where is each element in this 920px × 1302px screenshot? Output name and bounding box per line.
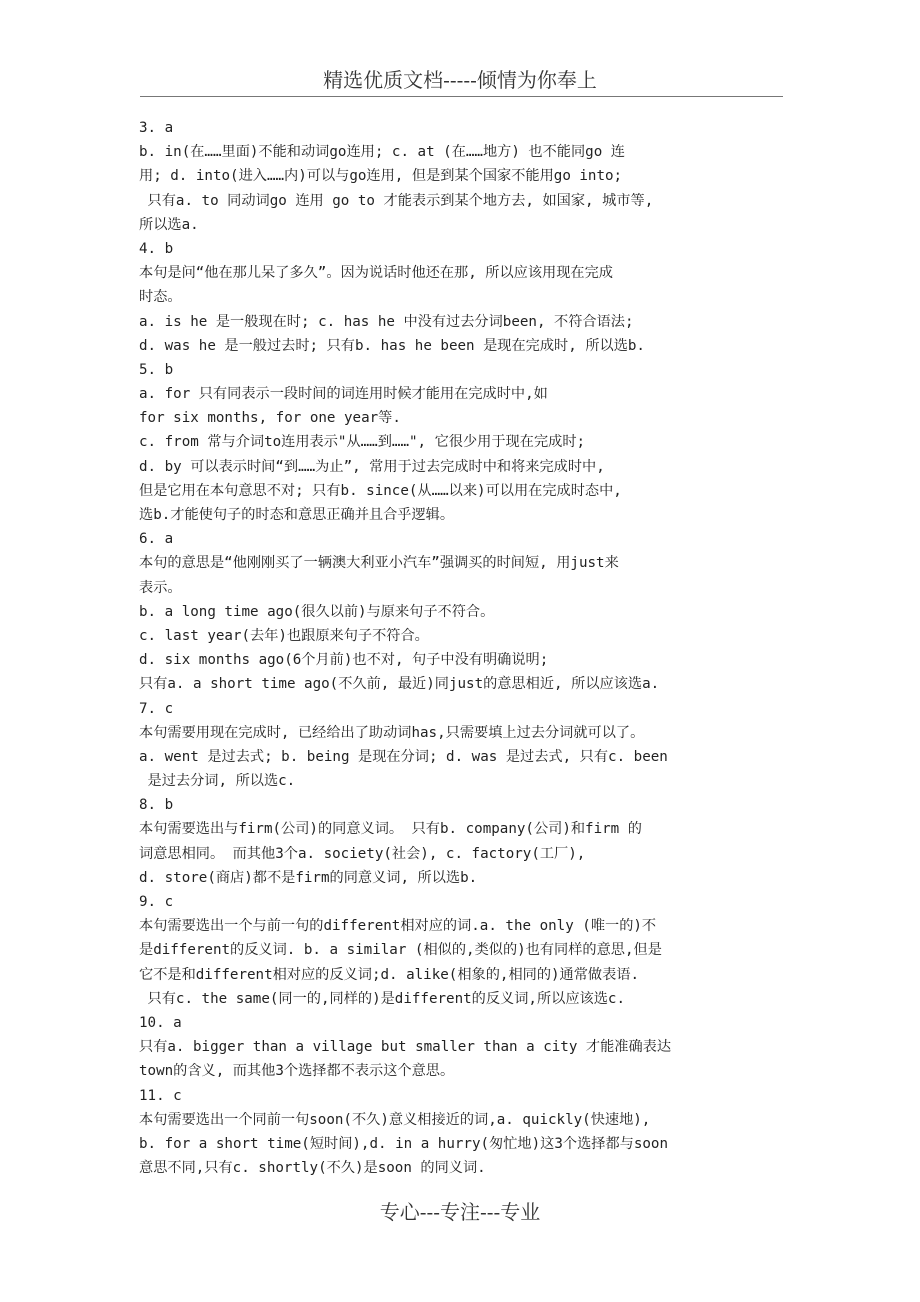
text-line: 8. b [139,797,174,814]
text-line: 7. c [139,700,174,717]
text-line: 4. b [139,240,174,257]
text-line: for six months, for one year等. [139,410,401,427]
text-line: 5. b [139,361,174,378]
text-line: 选b.才能使句子的时态和意思正确并且合乎逻辑。 [139,507,455,523]
text-line: a. went 是过去式; b. being 是现在分词; d. was 是过去式, 只有c. been [139,748,668,765]
text-line: 只有a. bigger than a village but smaller than a city 才能准确表达 [139,1039,672,1056]
text-line: b. for a short time(短时间),d. in a hurry(匆忙地)这3个选择都与soon [139,1135,668,1152]
text-line: 只有c. the same(同一的,同样的)是different的反义词,所以应该选c. [139,990,625,1007]
text-line: 只有a. a short time ago(不久前, 最近)同just的意思相近, 所以应该选a. [139,676,660,693]
text-line: 本句的意思是“他刚刚买了一辆澳大利亚小汽车”强调买的时间短, 用just来 [139,555,619,572]
text-line: 本句需要选出一个与前一句的different相对应的词.a. the only (唯一的)不 [139,918,657,935]
text-line: 本句需要用现在完成时, 已经给出了助动词has,只需要填上过去分词就可以了。 [139,724,645,741]
text-line: b. in(在……里面)不能和动词go连用; c. at (在……地方) 也不能同go 连 [139,144,625,161]
text-line: b. a long time ago(很久以前)与原来句子不符合。 [139,603,495,620]
text-line: 用; d. into(进入……内)可以与go连用, 但是到某个国家不能用go into; [139,168,623,185]
text-line: 表示。 [139,579,182,596]
text-line: d. was he 是一般过去时; 只有b. has he been 是现在完成时, 所以选b. [139,337,645,354]
text-line: 所以选a. [139,216,199,233]
text-line: d. six months ago(6个月前)也不对, 句子中没有明确说明; [139,652,549,669]
text-line: 时态。 [139,289,182,306]
text-line: 是different的反义词. b. a similar (相似的,类似的)也有同样的意思,但是 [139,942,662,959]
text-line: 但是它用在本句意思不对; 只有b. since(从……以来)可以用在完成时态中, [139,482,622,499]
text-line: 是过去分词, 所以选c. [139,773,296,790]
text-line: 意思不同,只有c. shortly(不久)是soon 的同义词. [139,1160,486,1177]
text-line: 10. a [139,1014,182,1031]
answer-explanations [139,116,789,1180]
page-header-title: 精选优质文档-----倾情为你奉上 [323,68,597,92]
text-line: 只有a. to 同动词go 连用 go to 才能表示到某个地方去, 如国家, 城市等, [139,192,654,209]
text-line: a. is he 是一般现在时; c. has he 中没有过去分词been, 不符合语法; [139,313,634,330]
text-line: d. by 可以表示时间“到……为止”, 常用于过去完成时中和将来完成时中, [139,458,605,475]
text-line: 3. a [139,120,174,136]
text-line: a. for 只有同表示一段时间的词连用时候才能用在完成时中,如 [139,386,548,403]
text-line: town的含义, 而其他3个选择都不表示这个意思。 [139,1063,455,1080]
text-line: d. store(商店)都不是firm的同意义词, 所以选b. [139,869,478,886]
text-line: 本句是问“他在那儿呆了多久”。因为说话时他还在那, 所以应该用现在完成 [139,265,613,282]
text-line: 11. c [139,1087,182,1104]
header-divider [140,96,783,97]
text-line: 它不是和different相对应的反义词;d. alike(相象的,相同的)通常做表语. [139,966,640,983]
text-line: c. from 常与介词to连用表示"从……到……", 它很少用于现在完成时; [139,434,586,451]
text-line: 6. a [139,531,174,548]
text-line: 词意思相同。 而其他3个a. society(社会), c. factory(工厂), [139,845,586,862]
text-line: 9. c [139,894,174,910]
page-footer: 专心---专注---专业 [379,1200,541,1224]
text-line: 本句需要选出与firm(公司)的同意义词。 只有b. company(公司)和firm 的 [139,821,642,838]
text-line: c. last year(去年)也跟原来句子不符合。 [139,627,429,644]
text-line: 本句需要选出一个同前一句soon(不久)意义相接近的词,a. quickly(快速地), [139,1111,651,1128]
